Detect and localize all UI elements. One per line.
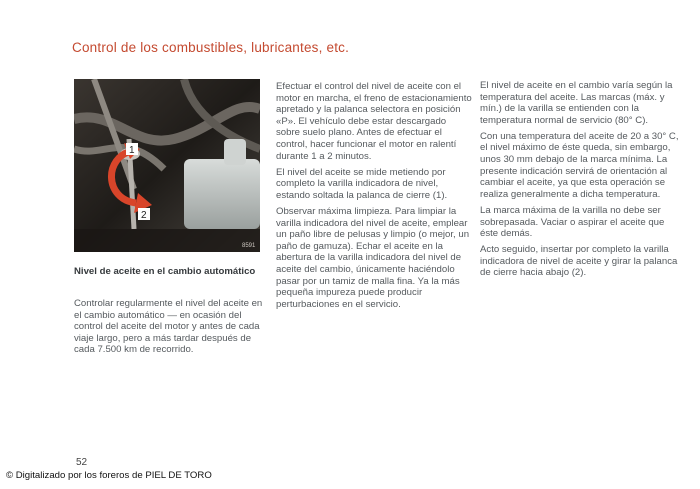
paragraph: Efectuar el control del nivel de aceite con el motor en marcha, el freno de estacionamiento apretado y la palanca selectora en posición «P». El vehículo debe estar descargado sobre suelo plano. Antes de efectuar el control, hacer funcionar el motor en ralentí durante 1 a 2 minutos. (276, 81, 472, 162)
paragraph: Observar máxima limpieza. Para limpiar la varilla indicadora del nivel de aceite, emplear un paño libre de pelusas y limpio (o mejor, un paño de gamuza). Echar el aceite en la abertura de la varilla indicadora del nivel de aceite del cambio, únicamente haciéndolo pasar por un tamiz de malla fina. Ya la más pequeña impureza puede producir perturbaciones en el servicio. (276, 205, 470, 310)
section-title: Nivel de aceite en el cambio automático (74, 266, 256, 277)
paragraph: Con una temperatura del aceite de 20 a 30° C, el nivel máximo de éste queda, sin embargo, unos 30 mm debajo de la marca mínima. La presente indicación servirá de orientación al cambiar el aceite, ya que esta operación se realiza generalmente a dicha temperatura. (480, 130, 679, 200)
marker-1-label: 1 (129, 145, 135, 156)
column-1 (74, 298, 266, 360)
paragraph: Controlar regularmente el nivel del aceite en el cambio automático — en ocasión del control del aceite del motor y antes de cada viaje largo, pero a más tardar después de cada 7.500 km de recorrido. (74, 298, 263, 356)
paragraph: Acto seguido, insertar por completo la varilla indicadora de nivel de aceite y girar la palanca de cierre hacia abajo (2). (480, 244, 678, 279)
paragraph: La marca máxima de la varilla no debe ser sobrepasada. Vaciar o aspirar el aceite que éste demás. (480, 204, 665, 240)
figure-ref: 8591 (242, 243, 256, 249)
paragraph: El nivel de aceite en el cambio varía según la temperatura del aceite. Las marcas (máx. y mín.) de la varilla se entienden con la temperatura normal de servicio (80° C). (480, 80, 673, 126)
credit-line: © Digitalizado por los foreros de PIEL DE TORO (6, 470, 212, 481)
page-heading: Control de los combustibles, lubricantes, etc. (72, 40, 350, 55)
marker-2-label: 2 (141, 210, 147, 221)
column-3 (480, 80, 680, 284)
engine-photo (74, 79, 260, 252)
dipstick-illustration (74, 79, 260, 252)
page-number: 52 (76, 457, 88, 468)
paragraph: El nivel del aceite se mide metiendo por completo la varilla indicadora de nivel, estando soltada la palanca de cierre (1). (276, 166, 448, 201)
column-2 (276, 81, 472, 315)
